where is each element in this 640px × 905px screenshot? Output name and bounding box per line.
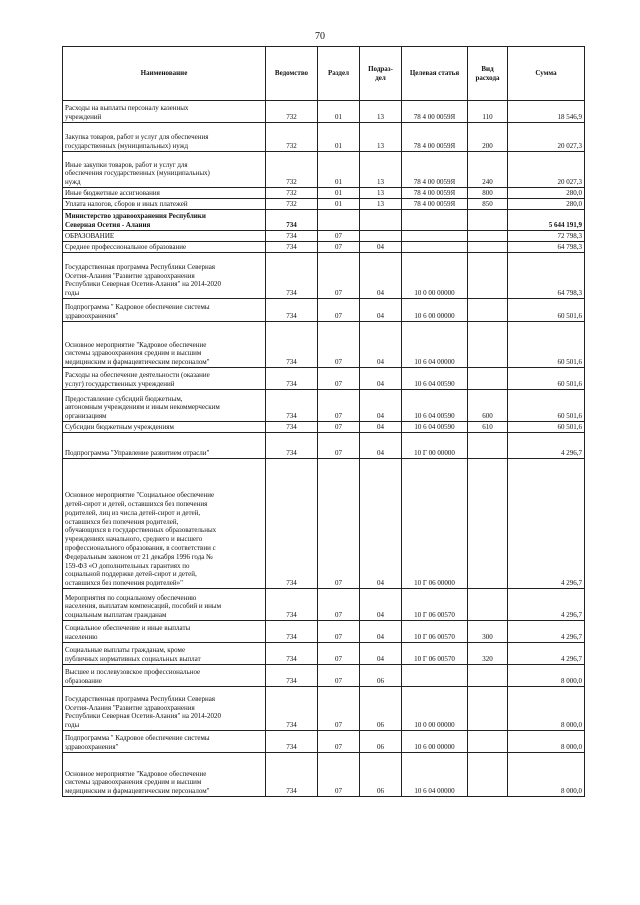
row-amount: 20 027,3 — [508, 152, 585, 188]
row-amount: 4 296,7 — [508, 589, 585, 621]
row-section: 07 — [318, 621, 360, 643]
row-name: Основное мероприятие "Кадровое обеспечение системы здравоохранения средним и высшим медицинским и фармацевтическим персоналом" — [63, 753, 266, 797]
table-row — [63, 753, 585, 797]
row-subsection: 04 — [360, 322, 402, 368]
row-expense-type — [468, 231, 508, 242]
table-row — [63, 731, 585, 753]
row-section: 01 — [318, 188, 360, 199]
header-department: Ведомство — [266, 47, 318, 101]
row-amount: 5 644 191,9 — [508, 210, 585, 231]
row-name: Министерство здравоохранения Республики Северная Осетия - Алания — [63, 210, 266, 231]
table-row — [63, 459, 585, 589]
table-row — [63, 101, 585, 123]
row-subsection: 04 — [360, 433, 402, 459]
row-expense-type: 800 — [468, 188, 508, 199]
row-department: 734 — [266, 299, 318, 322]
row-name: Уплата налогов, сборов и иных платежей — [63, 199, 266, 210]
header-target-item: Целевая статья — [402, 47, 468, 101]
row-department: 734 — [266, 210, 318, 231]
row-name: Подпрограмма "Управление развитием отрасли" — [63, 433, 266, 459]
row-target-item — [402, 665, 468, 687]
row-expense-type — [468, 253, 508, 299]
row-amount: 280,0 — [508, 188, 585, 199]
row-subsection: 04 — [360, 242, 402, 253]
row-target-item — [402, 242, 468, 253]
row-target-item — [402, 231, 468, 242]
row-department: 734 — [266, 231, 318, 242]
header-amount: Сумма — [508, 47, 585, 101]
header-subsection: Подраз- дел — [360, 47, 402, 101]
row-department: 734 — [266, 390, 318, 422]
row-section: 07 — [318, 390, 360, 422]
row-subsection: 06 — [360, 753, 402, 797]
row-subsection: 06 — [360, 665, 402, 687]
row-section: 07 — [318, 589, 360, 621]
page-number: 70 — [315, 31, 325, 42]
row-expense-type — [468, 687, 508, 731]
row-expense-type — [468, 210, 508, 231]
row-section: 07 — [318, 422, 360, 433]
row-section: 07 — [318, 643, 360, 665]
row-amount: 8 000,0 — [508, 731, 585, 753]
row-name: Основное мероприятие "Социальное обеспечение детей-сирот и детей, оставшихся без попечения родителей, лиц из числа детей-сирот и детей, оставшихся без попечения родителей, обучающихся в государственных образовательных учреждениях начального, среднего и высшего профессионального образования, в соответствии с Федеральным законом от 21 декабря 1996 года № 159-ФЗ «О дополнительных гарантиях по социальной поддержке детей-сирот и детей, оставшихся без попечения родителей»" — [63, 459, 266, 589]
row-subsection: 04 — [360, 299, 402, 322]
header-expense-type: Вид расхода — [468, 47, 508, 101]
row-name: Государственная программа Республики Северная Осетия-Алания "Развитие здравоохранения Республики Северная Осетия-Алания" на 2014-2020 годы — [63, 253, 266, 299]
row-section: 07 — [318, 753, 360, 797]
row-amount: 60 501,6 — [508, 368, 585, 390]
row-amount: 18 546,9 — [508, 101, 585, 123]
row-department: 734 — [266, 643, 318, 665]
row-section: 07 — [318, 231, 360, 242]
row-section: 01 — [318, 101, 360, 123]
row-target-item: 10 Г 06 00570 — [402, 589, 468, 621]
row-name: Мероприятия по социальному обеспечению населения, выплатам компенсаций, пособий и иным социальным выплатам гражданам — [63, 589, 266, 621]
table-row — [63, 368, 585, 390]
row-expense-type: 240 — [468, 152, 508, 188]
row-amount: 20 027,3 — [508, 123, 585, 152]
row-department: 734 — [266, 731, 318, 753]
table-row — [63, 665, 585, 687]
header-name: Наименование — [63, 47, 266, 101]
row-target-item: 78 4 00 0059Я — [402, 123, 468, 152]
row-name: Основное мероприятие "Кадровое обеспечение системы здравоохранения средним и высшим медицинским и фармацевтическим персоналом" — [63, 322, 266, 368]
row-amount: 4 296,7 — [508, 643, 585, 665]
row-target-item: 78 4 00 0059Я — [402, 188, 468, 199]
row-expense-type — [468, 589, 508, 621]
row-amount: 60 501,6 — [508, 322, 585, 368]
table-row — [63, 231, 585, 242]
row-department: 734 — [266, 665, 318, 687]
row-section: 07 — [318, 459, 360, 589]
row-amount: 60 501,6 — [508, 390, 585, 422]
row-subsection: 04 — [360, 390, 402, 422]
row-subsection: 04 — [360, 459, 402, 589]
row-name: Социальное обеспечение и иные выплаты населению — [63, 621, 266, 643]
row-expense-type — [468, 299, 508, 322]
row-target-item: 10 Г 06 00570 — [402, 621, 468, 643]
row-subsection — [360, 210, 402, 231]
row-target-item — [402, 210, 468, 231]
row-name: Субсидии бюджетным учреждениям — [63, 422, 266, 433]
row-expense-type: 600 — [468, 390, 508, 422]
row-department: 734 — [266, 322, 318, 368]
row-expense-type — [468, 665, 508, 687]
row-department: 732 — [266, 152, 318, 188]
row-expense-type — [468, 459, 508, 589]
row-subsection: 04 — [360, 621, 402, 643]
row-section: 07 — [318, 322, 360, 368]
row-department: 732 — [266, 188, 318, 199]
row-expense-type — [468, 368, 508, 390]
row-section: 01 — [318, 123, 360, 152]
row-section: 07 — [318, 433, 360, 459]
header-section: Раздел — [318, 47, 360, 101]
row-amount: 60 501,6 — [508, 422, 585, 433]
row-expense-type — [468, 731, 508, 753]
table-row — [63, 299, 585, 322]
table-row — [63, 621, 585, 643]
row-subsection: 13 — [360, 199, 402, 210]
row-name: Иные бюджетные ассигнования — [63, 188, 266, 199]
row-target-item: 10 6 00 00000 — [402, 731, 468, 753]
row-target-item: 10 6 00 00000 — [402, 299, 468, 322]
row-name: Высшее и послевузовское профессиональное образование — [63, 665, 266, 687]
row-name: Иные закупки товаров, работ и услуг для обеспечения государственных (муниципальных) нужд — [63, 152, 266, 188]
row-expense-type — [468, 242, 508, 253]
row-target-item: 10 6 04 00000 — [402, 753, 468, 797]
row-expense-type: 110 — [468, 101, 508, 123]
row-name: Предоставление субсидий бюджетным, автономным учреждениям и иным некоммерческим организациям — [63, 390, 266, 422]
row-name: Расходы на выплаты персоналу казенных учреждений — [63, 101, 266, 123]
row-expense-type — [468, 433, 508, 459]
row-name: ОБРАЗОВАНИЕ — [63, 231, 266, 242]
row-amount: 8 000,0 — [508, 753, 585, 797]
table-row — [63, 199, 585, 210]
row-department: 734 — [266, 687, 318, 731]
row-amount: 64 798,3 — [508, 253, 585, 299]
row-subsection: 04 — [360, 368, 402, 390]
row-expense-type: 320 — [468, 643, 508, 665]
row-target-item: 10 Г 06 00000 — [402, 459, 468, 589]
table-row — [63, 422, 585, 433]
row-department: 734 — [266, 253, 318, 299]
table-body — [63, 101, 585, 797]
row-target-item: 10 Г 06 00570 — [402, 643, 468, 665]
row-department: 734 — [266, 459, 318, 589]
row-subsection: 13 — [360, 152, 402, 188]
row-expense-type — [468, 753, 508, 797]
row-name: Социальные выплаты гражданам, кроме публичных нормативных социальных выплат — [63, 643, 266, 665]
row-target-item: 10 6 04 00000 — [402, 322, 468, 368]
table-row — [63, 589, 585, 621]
row-target-item: 10 Г 00 00000 — [402, 433, 468, 459]
row-department: 732 — [266, 101, 318, 123]
row-department: 734 — [266, 242, 318, 253]
row-name: Среднее профессиональное образование — [63, 242, 266, 253]
row-expense-type: 300 — [468, 621, 508, 643]
row-target-item: 10 0 00 00000 — [402, 687, 468, 731]
row-target-item: 78 4 00 0059Я — [402, 101, 468, 123]
row-section: 07 — [318, 687, 360, 731]
table-row — [63, 643, 585, 665]
row-subsection: 06 — [360, 687, 402, 731]
row-section: 01 — [318, 152, 360, 188]
row-subsection: 04 — [360, 589, 402, 621]
budget-table — [62, 46, 585, 797]
row-name: Государственная программа Республики Северная Осетия-Алания "Развитие здравоохранения Республики Северная Осетия-Алания" на 2014-2020 годы — [63, 687, 266, 731]
row-name: Подпрограмма " Кадровое обеспечение системы здравоохранения" — [63, 731, 266, 753]
row-department: 732 — [266, 123, 318, 152]
table-row — [63, 322, 585, 368]
row-section: 07 — [318, 368, 360, 390]
row-section: 07 — [318, 731, 360, 753]
row-amount: 8 000,0 — [508, 665, 585, 687]
row-amount: 64 798,3 — [508, 242, 585, 253]
row-subsection: 04 — [360, 253, 402, 299]
row-expense-type: 200 — [468, 123, 508, 152]
row-department: 734 — [266, 753, 318, 797]
row-subsection: 13 — [360, 123, 402, 152]
row-subsection: 13 — [360, 101, 402, 123]
row-subsection: 13 — [360, 188, 402, 199]
row-subsection: 04 — [360, 422, 402, 433]
row-subsection: 04 — [360, 643, 402, 665]
row-subsection — [360, 231, 402, 242]
row-section: 07 — [318, 242, 360, 253]
row-department: 734 — [266, 422, 318, 433]
row-target-item: 78 4 00 0059Я — [402, 199, 468, 210]
row-section: 07 — [318, 299, 360, 322]
row-expense-type: 610 — [468, 422, 508, 433]
row-amount: 60 501,6 — [508, 299, 585, 322]
row-amount: 4 296,7 — [508, 459, 585, 589]
row-expense-type — [468, 322, 508, 368]
row-amount: 280,0 — [508, 199, 585, 210]
row-department: 734 — [266, 368, 318, 390]
row-section — [318, 210, 360, 231]
row-section: 01 — [318, 199, 360, 210]
table-row — [63, 433, 585, 459]
row-target-item: 10 6 04 00590 — [402, 368, 468, 390]
table-row — [63, 242, 585, 253]
row-amount: 4 296,7 — [508, 433, 585, 459]
table-row — [63, 253, 585, 299]
row-department: 734 — [266, 621, 318, 643]
table-row — [63, 390, 585, 422]
row-department: 732 — [266, 199, 318, 210]
table-row — [63, 687, 585, 731]
table-row — [63, 188, 585, 199]
row-target-item: 10 6 04 00590 — [402, 390, 468, 422]
row-target-item: 10 6 04 00590 — [402, 422, 468, 433]
row-target-item: 10 0 00 00000 — [402, 253, 468, 299]
row-amount: 72 798,3 — [508, 231, 585, 242]
table-row — [63, 152, 585, 188]
row-department: 734 — [266, 433, 318, 459]
row-amount: 4 296,7 — [508, 621, 585, 643]
row-name: Закупка товаров, работ и услуг для обеспечения государственных (муниципальных) нужд — [63, 123, 266, 152]
row-name: Расходы на обеспечение деятельности (оказание услуг) государственных учреждений — [63, 368, 266, 390]
table-row — [63, 123, 585, 152]
row-section: 07 — [318, 253, 360, 299]
row-subsection: 06 — [360, 731, 402, 753]
row-expense-type: 850 — [468, 199, 508, 210]
table-row — [63, 210, 585, 231]
row-section: 07 — [318, 665, 360, 687]
table-header — [63, 47, 585, 101]
row-amount: 8 000,0 — [508, 687, 585, 731]
row-name: Подпрограмма " Кадровое обеспечение системы здравоохранения" — [63, 299, 266, 322]
row-target-item: 78 4 00 0059Я — [402, 152, 468, 188]
row-department: 734 — [266, 589, 318, 621]
